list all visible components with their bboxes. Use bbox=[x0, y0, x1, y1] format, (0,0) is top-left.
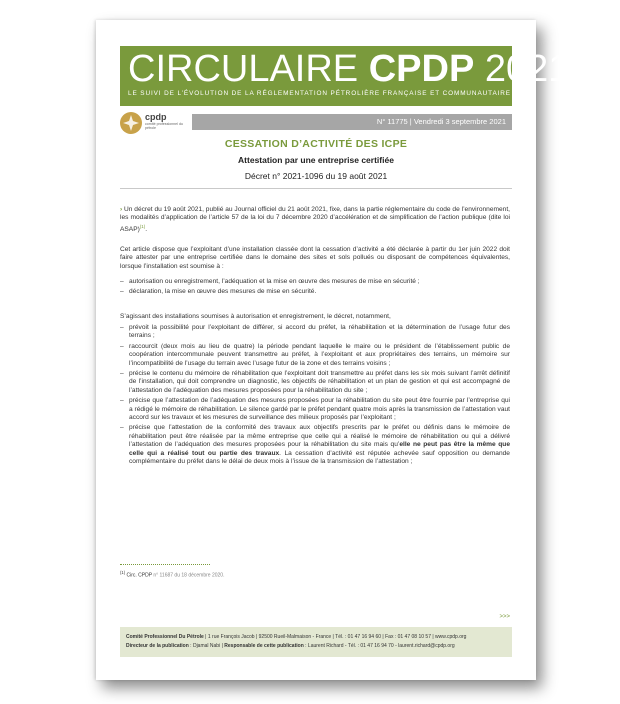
list-item: – prévoit la possibilité pour l’exploitant de différer, si accord du préfet, la réhabilitation et la détermination de l’usage futur des terrains ; bbox=[120, 324, 510, 340]
newsletter-title: CIRCULAIRE CPDP 2021 bbox=[128, 48, 570, 90]
list-item: – précise que l’attestation de l’adéquation des mesures proposées pour la réhabilitation du site peut être fournie par l’entreprise qui a rédigé le mémoire de réhabilitation. Le silence gardé par le préfet pendant quatre mois après la transmission de l’attestation vaut accord sur les travaux et les mesures de surveillance des milieux proposés par l’exploitant ; bbox=[120, 397, 510, 422]
list-2 bbox=[120, 324, 510, 469]
logo-name: cpdp bbox=[145, 112, 167, 122]
footnote-divider bbox=[120, 564, 210, 565]
continued-marker: >>> bbox=[499, 614, 510, 620]
footer-contact-line: Comité Professionnel Du Pétrole | 1 rue François Jacob | 92500 Rueil-Malmaison - France | Tél. : 01 47 16 94 60 | Fax : 01 47 08 10 57 | www.cpdp.org bbox=[126, 634, 467, 640]
list-item: – autorisation ou enregistrement, l’adéquation et la mise en œuvre des mesures de mise en sécurité ; bbox=[120, 278, 420, 285]
list-item: – précise le contenu du mémoire de réhabilitation que l’exploitant doit transmettre au préfet dans les six mois suivant l’arrêt définitif de l’installation, qui doit comprendre un diagnostic, les objectifs de réhabilitation et un plan de gestion et qui est accompagné de l’attestation de l’adéquation des mesures proposées pour la réhabilitation du site ; bbox=[120, 370, 510, 394]
footnote-reference[interactable]: (1) bbox=[139, 223, 146, 229]
list-1 bbox=[120, 278, 510, 299]
title-divider bbox=[120, 188, 512, 189]
header-banner bbox=[120, 46, 570, 106]
list-item: – déclaration, la mise en œuvre des mesures de mise en sécurité. bbox=[120, 288, 317, 296]
document-page bbox=[96, 20, 570, 680]
article-title: CESSATION D’ACTIVITÉ DES ICPE bbox=[224, 138, 408, 150]
footer-publication-line: Directeur de la publication : Djamal Nabi | Responsable de cette publication : Laurent Richard - Tél. : 01 47 16 94 70 - laurent.richard@cpdp.org bbox=[126, 643, 455, 649]
cpdp-logo bbox=[120, 110, 190, 138]
decree-reference: Décret n° 2021-1096 du 19 août 2021 bbox=[244, 171, 388, 181]
issue-number-date: N° 11775 | Vendredi 3 septembre 2021 bbox=[376, 117, 506, 126]
paragraph-2: Cet article dispose que l’exploitant d’une installation classée dont la cessation d’activité a été déclarée à partir du 1er juin 2022 doit faire attester par une entreprise certifiée dans le domaine des sites et sols pollués ou disposant de compétences équivalentes, lorsque l’installation est soumise à : bbox=[120, 246, 510, 270]
article-subtitle: Attestation par une entreprise certifiée bbox=[238, 155, 394, 165]
cpdp-logo-icon bbox=[120, 112, 142, 134]
issue-bar bbox=[192, 114, 512, 130]
logo-tagline: comité professionnel du pétrole bbox=[145, 122, 183, 130]
intro-paragraph: › Un décret du 19 août 2021, publié au Journal officiel du 21 août 2021, fixe, dans la partie réglementaire du code de l’environnement, les modalités d’application de l’article 57 de la loi du 7 décembre 2020 d’accélération et de simplification de l’action publique (dite loi ASAP)$^{(1)}$. bbox=[120, 206, 510, 233]
list-item: – précise que l’attestation de la conformité des travaux aux objectifs prescrits par le préfet ou définis dans le mémoire de réhabilitation peut être réalisée par la même entreprise que celle qui a réalisé le mémoire de réhabilitation ou qui a délivré l’attestation de l’adéquation des mesures proposées pour la réhabilitation du site mais qu’elle ne peut pas être la même que celle qui a réalisé tout ou partie des travaux. La cessation d’activité est réputée achevée sauf opposition ou demande complémentaire du préfet dans le délai de deux mois à l’issue de la transmission de l’attestation ; bbox=[120, 424, 510, 466]
publisher-footer bbox=[120, 627, 512, 657]
paragraph-3: S’agissant des installations soumises à autorisation et enregistrement, le décret, notamment, bbox=[120, 313, 391, 320]
arrow-icon: › bbox=[120, 206, 123, 213]
newsletter-subtitle: LE SUIVI DE L’ÉVOLUTION DE LA RÉGLEMENTATION PÉTROLIÈRE FRANÇAISE ET COMMUNAUTAIRE bbox=[128, 90, 511, 97]
list-item: – raccourcit (deux mois au lieu de quatre) la période pendant laquelle le maire ou le président de l’établissement public de coopération intercommunale peuvent transmettre au préfet, à l’exploitant et aux propriétaires des terrains, un mémoire sur l’incompatibilité de l’usage du terrain avec l’usage futur de la zone et des terrains voisins ; bbox=[120, 342, 510, 367]
footnote: $^{(1)}$ Circ. CPDP n° 11687 du 18 décembre 2020. bbox=[120, 570, 225, 579]
